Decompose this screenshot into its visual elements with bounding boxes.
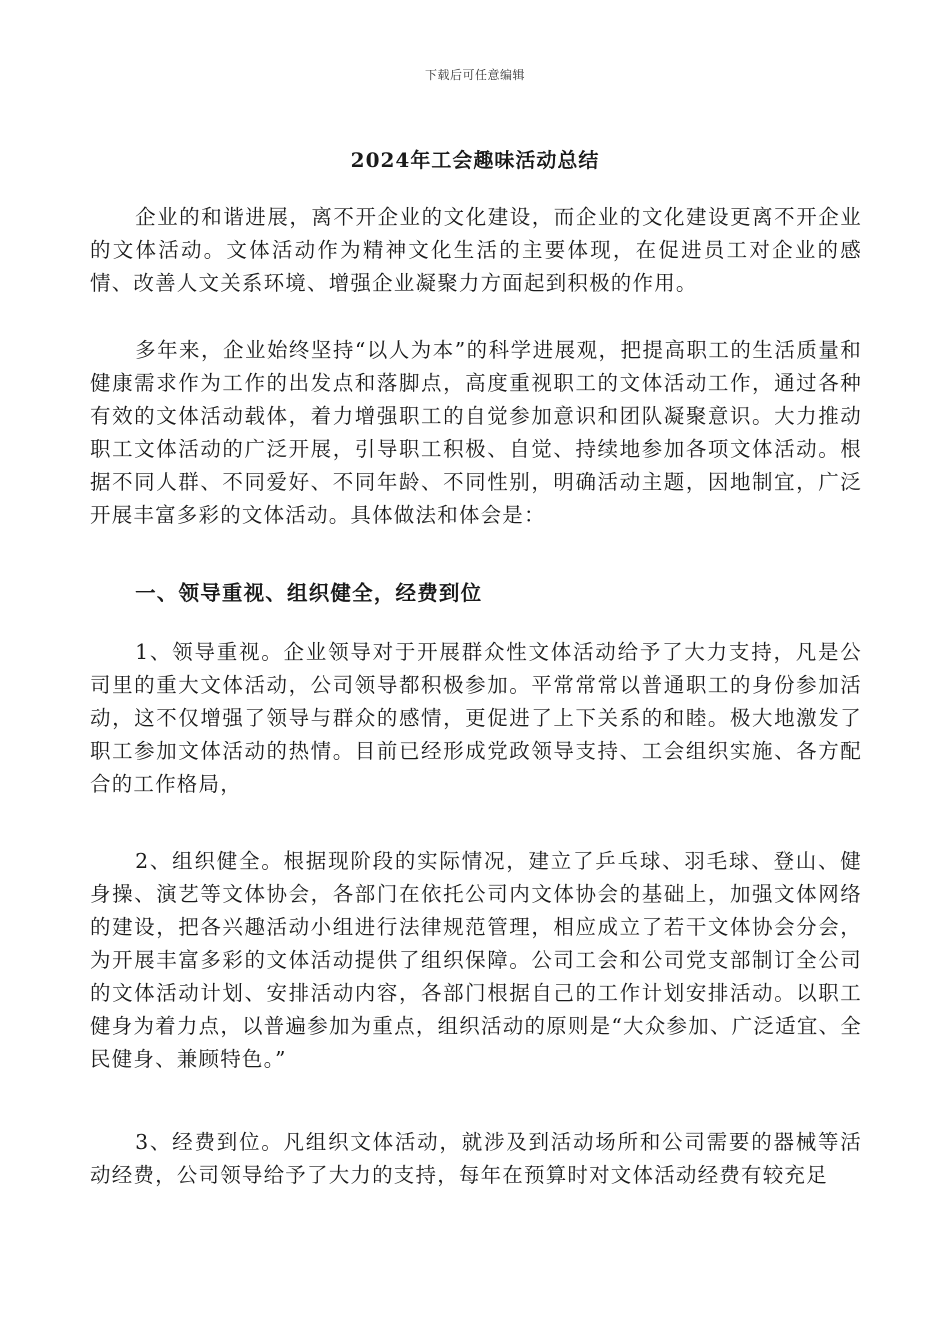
section-heading bbox=[90, 577, 862, 610]
header-note: 下载后可任意编辑 bbox=[424, 68, 525, 82]
paragraph-text: 多年来，企业始终坚持“以人为本”的科学进展观，把提高职工的生活质量和健康需求作为工作的出发点和落脚点，高度重视职工的文体活动工作，通过各种有效的文体活动载体，着力增强职工的自觉参加意识和团队凝聚意识。大力推动职工文体活动的广泛开展，引导职工积极、自觉、持续地参加各项文体活动。根据不同人群、不同爱好、不同年龄、不同性别，明确活动主题，因地制宜，广泛开展丰富多彩的文体活动。具体做法和体会是： bbox=[90, 338, 862, 527]
paragraph-intro bbox=[90, 201, 862, 300]
paragraph-overview bbox=[90, 334, 862, 532]
paragraph-item-2 bbox=[90, 845, 862, 1076]
section-heading-text: 一、领导重视、组织健全，经费到位 bbox=[135, 581, 483, 605]
paragraph-item-3 bbox=[90, 1126, 862, 1192]
paragraph-text: 3、经费到位。凡组织文体活动，就涉及到活动场所和公司需要的器械等活动经费，公司领导给予了大力的支持，每年在预算时对文体活动经费有较充足 bbox=[90, 1130, 862, 1187]
paragraph-text: 2、组织健全。根据现阶段的实际情况，建立了乒乓球、羽毛球、登山、健身操、演艺等文体协会，各部门在依托公司内文体协会的基础上，加强文体网络的建设，把各兴趣活动小组进行法律规范管理，相应成立了若干文体协会分会，为开展丰富多彩的文体活动提供了组织保障。公司工会和公司党支部制订全公司的文体活动计划、安排活动内容，各部门根据自己的工作计划安排活动。以职工健身为着力点，以普遍参加为重点，组织活动的原则是“大众参加、广泛适宜、全民健身、兼顾特色。” bbox=[90, 849, 862, 1071]
paragraph-text: 1、领导重视。企业领导对于开展群众性文体活动给予了大力支持，凡是公司里的重大文体活动，公司领导都积极参加。平常常常以普通职工的身份参加活动，这不仅增强了领导与群众的感情，更促进了上下关系的和睦。极大地激发了职工参加文体活动的热情。目前已经形成党政领导支持、工会组织实施、各方配合的工作格局， bbox=[90, 640, 862, 796]
paragraph-item-1 bbox=[90, 636, 862, 801]
document-title: 2024年工会趣味活动总结 bbox=[350, 148, 600, 172]
paragraph-text: 企业的和谐进展，离不开企业的文化建设，而企业的文化建设更离不开企业的文体活动。文体活动作为精神文化生活的主要体现，在促进员工对企业的感情、改善人文关系环境、增强企业凝聚力方面起到积极的作用。 bbox=[90, 205, 862, 295]
